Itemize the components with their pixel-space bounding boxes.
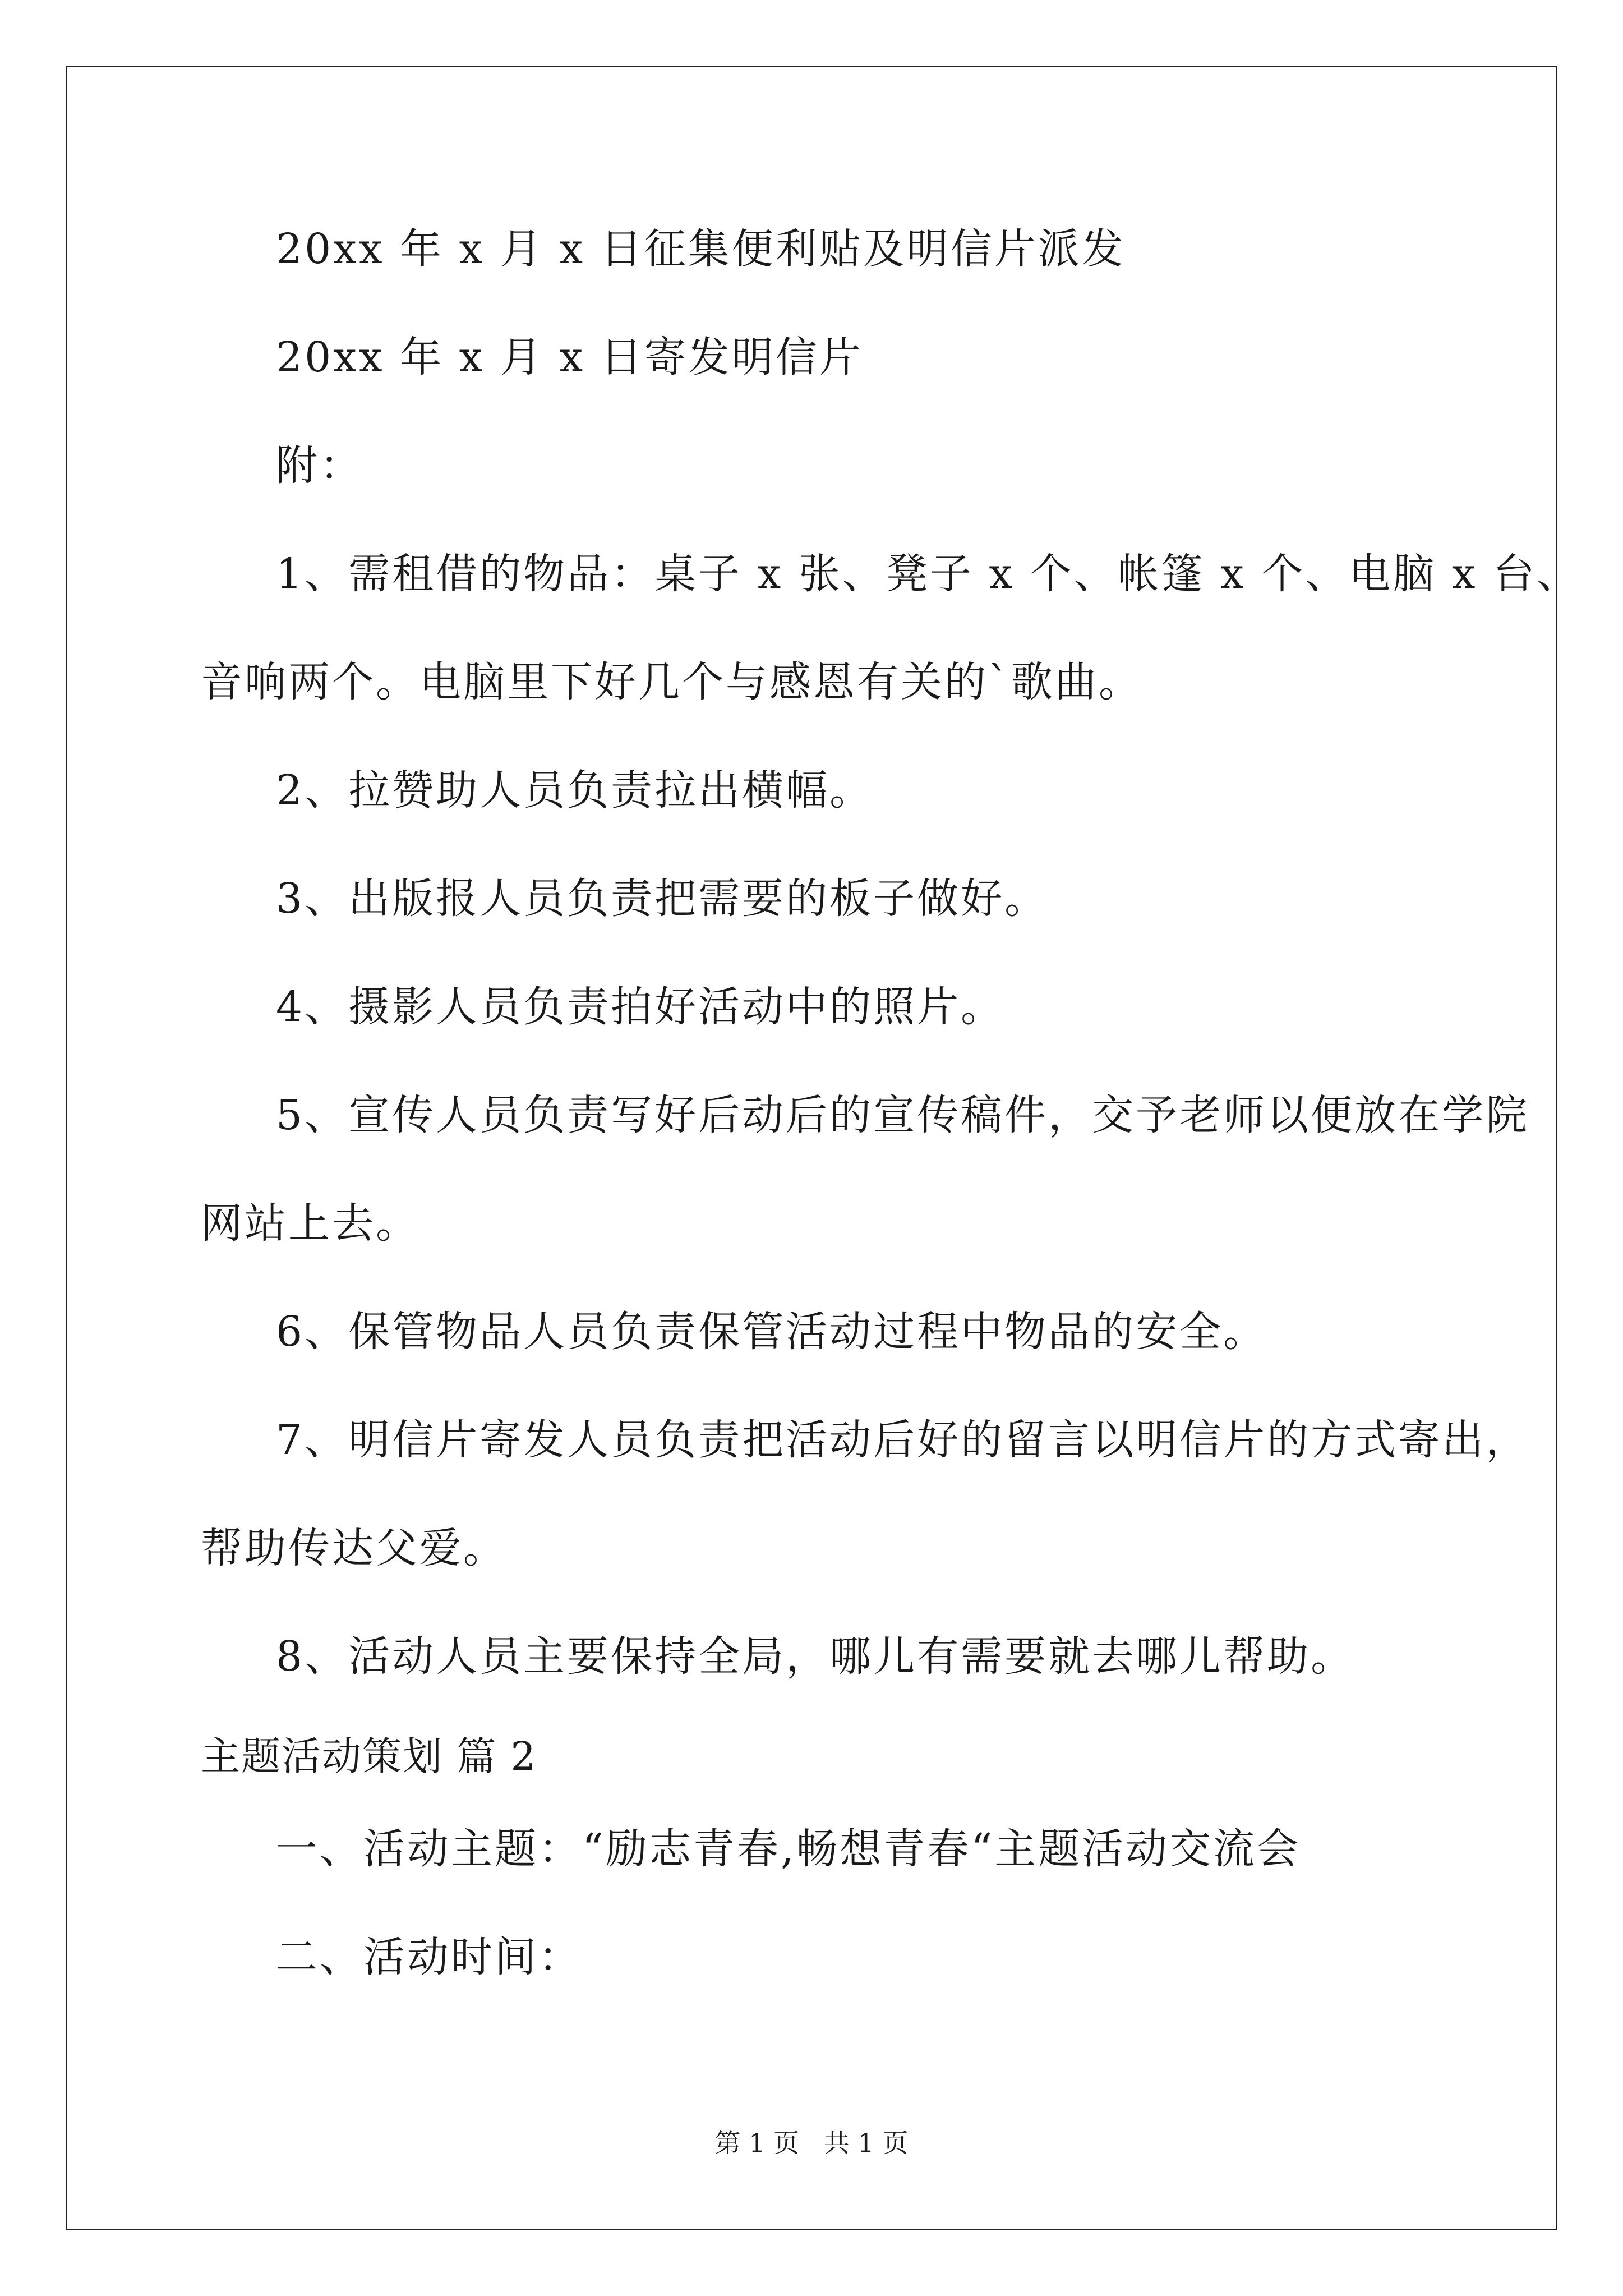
item-1-line-1: 1、需租借的物品：桌子 x 张、凳子 x 个、帐篷 x 个、电脑 x 台、	[276, 550, 1581, 598]
page-border	[66, 66, 1557, 2230]
page-footer: 第 1 页 共 1 页	[714, 2128, 909, 2158]
item-3: 3、出版报人员负责把需要的板子做好。	[276, 875, 1049, 923]
appendix-label: 附：	[276, 441, 363, 490]
item-6: 6、保管物品人员负责保管活动过程中物品的安全。	[276, 1308, 1267, 1356]
item-4: 4、摄影人员负责拍好活动中的照片。	[276, 983, 1005, 1031]
item-1-line-2: 音响两个。电脑里下好几个与感恩有关的`歌曲。	[201, 658, 1142, 706]
item-5-line-2: 网站上去。	[201, 1199, 419, 1248]
item-7-line-2: 帮助传达父爱。	[201, 1524, 507, 1572]
item-8: 8、活动人员主要保持全局，哪儿有需要就去哪儿帮助。	[276, 1632, 1355, 1681]
schedule-line-2: 20xx 年 x 月 x 日寄发明信片	[276, 333, 863, 381]
activity-time: 二、活动时间：	[276, 1933, 582, 1981]
item-5-line-1: 5、宣传人员负责写好后动后的宣传稿件，交予老师以便放在学院	[276, 1091, 1530, 1139]
item-7-line-1: 7、明信片寄发人员负责把活动后好的留言以明信片的方式寄出，	[276, 1416, 1530, 1464]
activity-theme: 一、活动主题：“励志青春,畅想青春“主题活动交流会	[276, 1825, 1301, 1873]
section-heading: 主题活动策划 篇 2	[201, 1733, 537, 1779]
schedule-line-1: 20xx 年 x 月 x 日征集便利贴及明信片派发	[276, 225, 1126, 273]
item-2: 2、拉赞助人员负责拉出横幅。	[276, 766, 874, 815]
